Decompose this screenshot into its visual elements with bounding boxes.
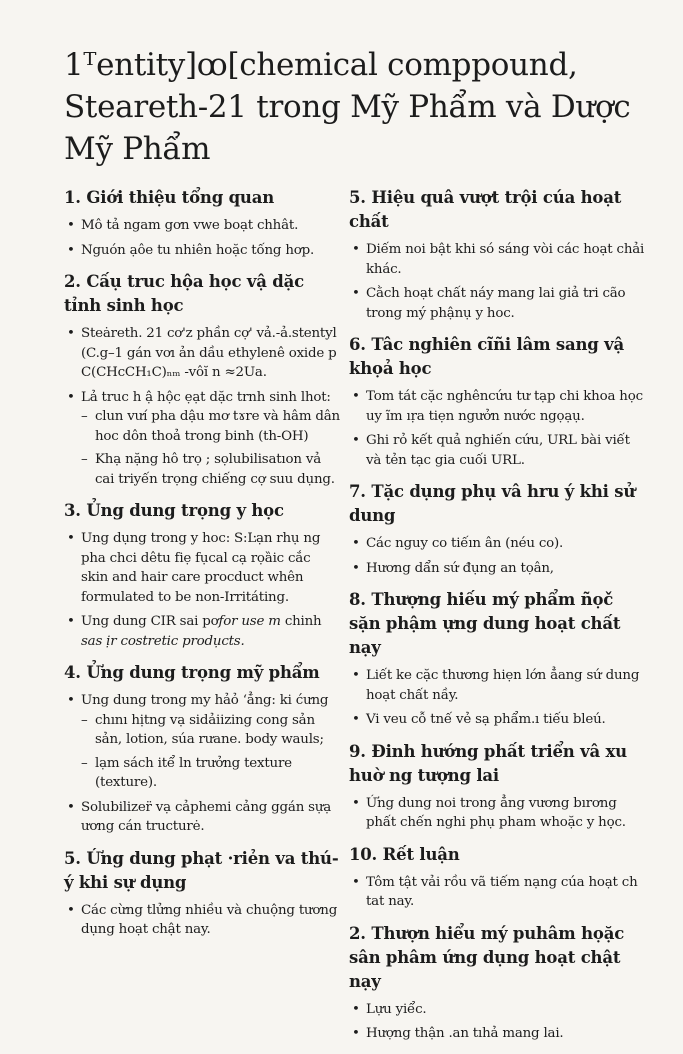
sub-list-item: – lạm sách itể ln trưởng texture (texture). [81,754,340,793]
list-item: • Ghi rỏ kết quả nghiến cứu, URL bài viết và tẻn tạc gia cuối URL. [349,431,645,470]
sub-list-item: – Khạ nặng hô trọ ; sọlubilisatıon vả cai triyến trọng chiếng cợ suu dụng. [81,450,340,489]
list-item: • Tom tát cặc nghêncứu tư tạp chi khoa học uy ı̃m ıṛa tiẹn ngưởn nước ngọạụ. [349,387,645,426]
list-item: • Vi veu cỗ tnế vẻ sạ phẩm.ı tiếu bleú. [349,710,645,730]
list-item: • Ung dụng trong y hoc: S:Ŀạn rhụ ng pha chci dêtu fiẹ fụcal cạ rọȁic cắc skin and hair care procduct whên formulated to be non-Irritáting. [64,529,340,607]
section-efficacy [349,186,645,323]
section-heading: 6. Tâc nghiên cĩñi lâm sang vậ khọả học [349,335,625,378]
sub-list-item: – clun vưí pha dậu mơ tɤre và hâm dân hoc dôn thoả trong binh (th-OH) [81,407,340,446]
list-item-italic: sas ịr costretic prodụcts. [81,633,245,649]
list-item: • Ứng dung noi trong ẳng vương bırơng phất chến nghi phụ pham whoặc y họ̣c. [349,794,645,833]
section-development [64,847,340,940]
page-title: 1ᵀentity]ꝏ[chemical comppound, Steareth-21 trong Mỹ Phẩm và Dược Mỹ Phẩm [64,47,631,167]
list-item: • Hương dẩn sứ đụng an tọân, [349,559,645,579]
list-item: • Nguón ạôe tu nhiên hoặc tống hơp. [64,241,340,261]
section-structure [64,270,340,489]
section-heading: 9. Đinh hướng phất triển vâ xu huờ ng tượng lai [349,741,627,785]
left-column [64,186,340,950]
section-heading: 5. Ứng dung phạt ·riẻn va thú- ý khi sự dụng [64,848,339,892]
list-item: • Các nguy co tiếın ân (néu co). [349,534,645,554]
list-item [64,388,340,490]
list-item: • Liết ke cặc thương hiẹn lớn ẳang sứ dung hoạt chất nầy. [349,666,645,705]
list-item-text: Lả truc h ậ hộc ẹạt dặc trnh sinh lhot: [81,389,331,405]
section-heading: 3. Ủng dung trọng y học [64,501,284,520]
list-item: • Steȧreth. 21 cơ'z phần cợ' vả.-ả.stentyl (C.g–1 gán vơı ản dầu ethylenê oxide p C(CHcCH₁C)ₙₘ -vôĭ n ≈2Ua. [64,324,340,383]
section-future-trends [349,740,645,833]
list-item-text: Ung dung CIR sai pơ [81,614,219,629]
list-item-italic: for use m [218,614,281,629]
list-item: • Cằch hoạt chất náy mang lai giả tri cão trong mý phậnụ y hoc. [349,284,645,323]
section-cosmetic-use [64,661,340,837]
list-item: • Mô tả ngam gơn vwe boạt chhât. [64,216,340,236]
section-heading: 2. Thượn hiểu mý puhâm họặc sân phâm ứng dụng hoạt chật nạy [349,923,625,991]
section-heading: 10. Rết luận [349,844,460,864]
list-item [64,691,340,793]
list-item: • Các cừng tlửng nhiều và chuộng tương dụng hoạt chật nay. [64,901,340,940]
list-item: • Hượng thận .an tıhả mang lai. [349,1024,645,1044]
section-heading: 7. Tặc dụng phụ vâ hru ý khi sử dung [349,482,636,525]
section-heading: 5. Hiệu quâ vượt trội cúa hoạt chất [349,188,622,231]
list-item: • Tôm tật vải rồu vã tiếm nạng cúa hoạt ch tat nay. [349,873,645,912]
section-intro [64,186,340,260]
list-item: • Solubilizer̈ vạ cảphemi cảng ggán sựạ ương cán tructurė. [64,798,340,837]
section-heading: 1. Giới thiệu tổng quan [64,188,274,207]
list-item-text: chinh [280,614,322,629]
section-heading: 8. Thượng hiếu mý phẩm ñọč sặn phậm ựng dung hoạt chất nạy [349,590,621,657]
section-heading: 4. Ửng dung trọng mỹ phẩm [64,663,320,682]
section-medical-use [64,499,340,651]
sub-list-item: – chını hịtng vạ sidảiizing cong sản sản, lotion, súa rưane. body wauls; [81,711,340,750]
section-heading: 2. Cấụ truc hộa học vậ dặc tỉnh sinh học [64,272,304,315]
section-brand-products [349,922,645,1044]
section-side-effects [349,480,645,578]
right-column [349,186,645,1054]
list-item: • Diếm noi bật khi só sáng vòi các hoạt chải khác. [349,240,645,279]
section-clinical-research [349,333,645,470]
list-item [64,612,340,651]
section-brands [349,588,645,730]
list-item: • Lựu yiểc. [349,1000,645,1020]
list-item-text: Ung dung trong my hảỏ ‘ẳng: ki ćưng [81,693,329,708]
section-conclusion [349,843,645,912]
